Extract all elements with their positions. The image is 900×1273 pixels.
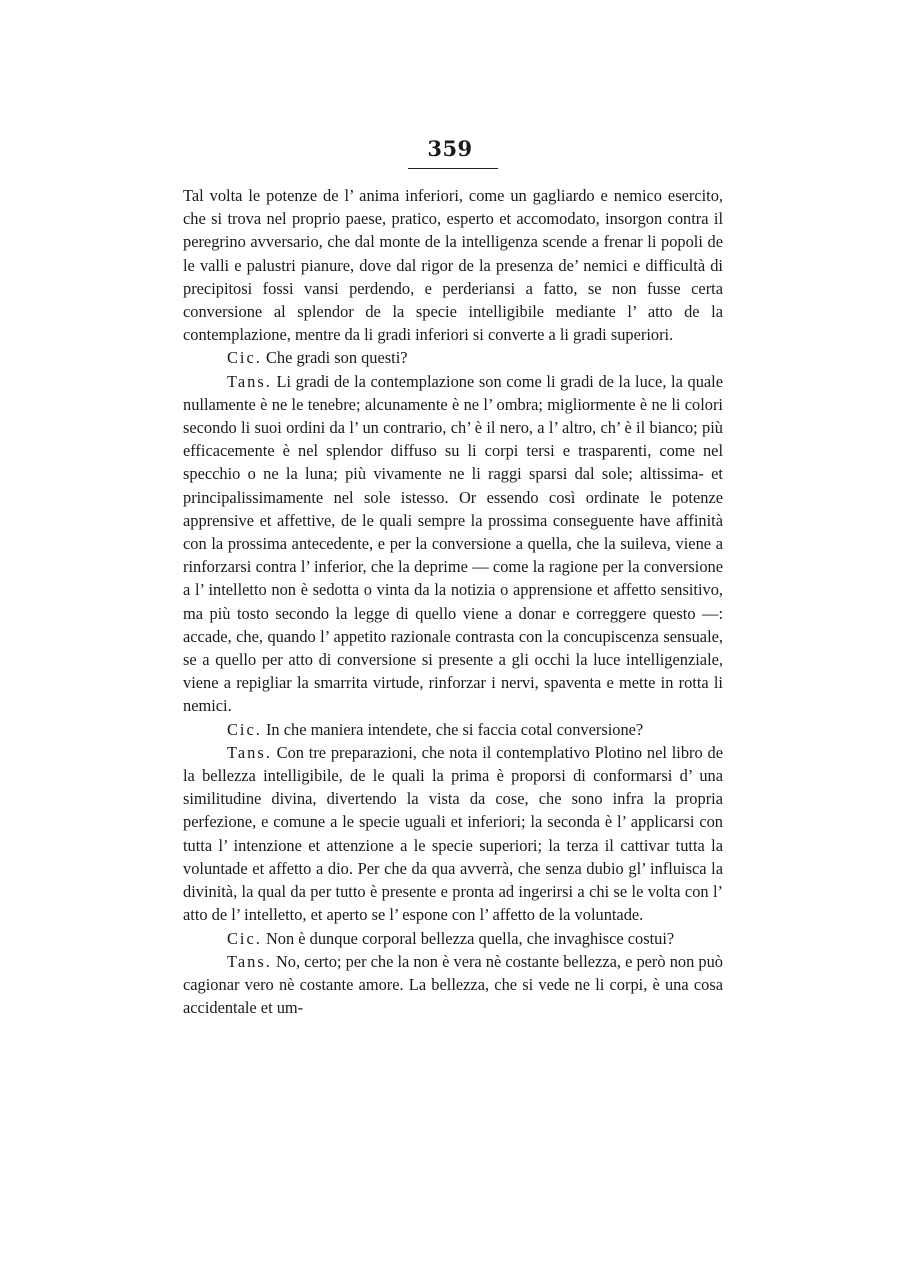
speaker-label: Cic.	[227, 928, 262, 948]
paragraph	[183, 184, 723, 346]
paragraph	[183, 346, 723, 369]
paragraph-text: No, certo; per che la non è vera nè costante bellezza, e però non può cagionar vero nè costante amore. La bellezza, che si vede ne li corpi, è una cosa accidentale et um-	[183, 951, 723, 1018]
paragraph	[183, 950, 723, 1020]
paragraph-text: In che maniera intendete, che si faccia cotal conversione?	[265, 719, 644, 739]
paragraph-text: Non è dunque corporal bellezza quella, che invaghisce costui?	[265, 928, 675, 948]
body-text	[183, 184, 723, 1019]
header-rule	[408, 168, 498, 169]
paragraph	[183, 927, 723, 950]
paragraph	[183, 370, 723, 718]
speaker-label: Tans.	[227, 742, 272, 762]
paragraph-text: Tal volta le potenze de l’ anima inferiori, come un gagliardo e nemico esercito, che si trova nel proprio paese, pratico, esperto et accomodato, insorgon contra il peregrino avversario, che dal monte de la intelligenza scende a frenar li popoli de le valli e palustri pianure, dove dal rigor de la presenza de’ nemici e difficultà di precipitosi fossi vansi perdendo, e perderiansi a fatto, se non fusse certa conversione al splendor de la specie intelligibile mediante l’ atto de la contemplazione, mentre da li gradi inferiori si converte a li gradi superiori.	[183, 186, 723, 345]
paragraph	[183, 718, 723, 741]
speaker-label: Cic.	[227, 719, 262, 739]
speaker-label: Cic.	[227, 348, 262, 368]
paragraph	[183, 741, 723, 927]
paragraph-text: Li gradi de la contemplazione son come li gradi de la luce, la quale nullamente è ne le tenebre; alcunamente è ne l’ ombra; migliormente è ne li colori secondo li suoi ordini da l’ un contrario, ch’ è il nero, a l’ altro, ch’ è il bianco; più efficacemente è nel splendor diffuso su li corpi tersi e trasparenti, come nel specchio o ne la luna; più vivamente ne li raggi sparsi dal sole; altissima- et principalissimamente nel sole istesso. Or essendo così ordinate le potenze apprensive et affettive, de le quali sempre la prossima conseguente have affinità con la prossima antecedente, e per la conversione a quella, che la suileva, viene a rinforzarsi contra l’ inferior, che la deprime — come la ragione per la conversione a l’ intelletto non è sedotta o vinta da la notizia o apprensione et affetto sensitivo, ma più tosto secondo la legge di quello viene a donar e correggere questo —: accade, che, quando l’ appetito razionale contrasta con la concupiscenza sensuale, se a quello per atto di conversione si presente a gli occhi la luce intelligenziale, viene a repigliar la smarrita virtude, rinforzar i nervi, spaventa e mette in rotta li nemici.	[183, 371, 723, 716]
paragraph-text: Con tre preparazioni, che nota il contemplativo Plotino nel libro de la bellezza intelligibile, de le quali la prima è proporsi di conformarsi d’ una similitudine divina, divertendo la vista da cose, che sono infra la propria perfezione, e comune a le specie uguali et inferiori; la seconda è l’ applicarsi con tutta l’ intenzione et attenzione a le specie superiori; la terza il cattivar tutta la voluntade et affetto a dio. Per che da qua avverrà, che senza dubio gl’ influisca la divinità, la qual da per tutto è presente e pronta ad ingerirsi a chi se le volta con l’ atto de l’ intelletto, et aperto se l’ espone con l’ affetto de la voluntade.	[183, 742, 723, 925]
speaker-label: Tans.	[227, 371, 272, 391]
speaker-label: Tans.	[227, 951, 272, 971]
page-number: 359	[427, 136, 473, 161]
paragraph-text: Che gradi son questi?	[265, 348, 408, 368]
